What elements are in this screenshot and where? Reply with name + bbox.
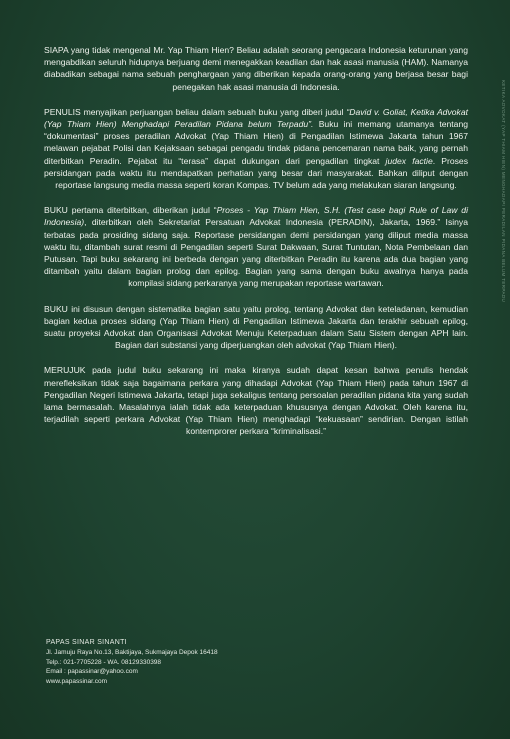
publisher-website: www.papassinar.com [46, 678, 108, 686]
text-segment: Buku ini memang utamanya tentang “dokumentasi” proses peradilan Advokat (Yap Thiam Hien) di Pengadilan Istimewa Jakarta tahun 1967 melawan pejabat Polisi dan Kejaksaan sebagai pengadu tindak pidana pencemaran nama baik, yang pernah diterbitkan Peradin. Pejabat itu “terasa” dapat dukungan dari pengadilan tingkat [44, 119, 468, 166]
synopsis-text [44, 44, 468, 451]
synopsis-paragraph [44, 44, 468, 93]
text-segment: PENULIS menyajikan perjuangan beliau dalam sebuah buku yang diberi judul [44, 106, 347, 117]
publisher-address: Jl. Jamuju Raya No.13, Baktijaya, Sukmajaya Depok 16418 [46, 648, 218, 656]
synopsis-paragraph [44, 303, 468, 352]
italic-text-segment: Proses - Yap Thiam Hien, S.H. (Test case bagi Rule of Law di Indonesia) [44, 205, 468, 228]
italic-text-segment: judex factie [385, 155, 433, 166]
text-segment: BUKU ini disusun dengan sistematika bagian satu yaitu prolog, tentang Advokat dan keteladanan, kemudian bagian kedua proses sidang (Yap Thiam Hien) di Pengadilan Istimewa Jakarta dan terakhir sebuah epilog, suatu proyeksi Advokat dan Organisasi Advokat Menuju Keterpaduan dalam Satu Sistem dengan APH lain. Bagian dari substansi yang diperjuangkan oleh advokat (Yap Thiam Hien). [44, 303, 468, 351]
spine-title-text: KETIKA ADVOKAT (YAP THIAM HIEN) MENGHADAPI PERADILAN PIDANA BELUM TERPADU [501, 80, 506, 303]
text-segment: . Proses persidangan pada waktu itu mendapatkan perhatian yang besar dari masyarakat. Bahkan diliput dengan reportase langsung media massa seperti koran Kompas. TV belum ada yang melakukan siaran langsung. [44, 155, 468, 191]
synopsis-paragraph [44, 364, 468, 437]
italic-text-segment: “David v. Goliat, Ketika Advokat (Yap Thiam Hien) Menghadapi Peradilan Pidana belum Terpadu”. [44, 106, 469, 130]
synopsis-paragraph [44, 204, 468, 289]
publisher-info [46, 638, 306, 687]
text-segment: SIAPA yang tidak mengenal Mr. Yap Thiam Hien? Beliau adalah seorang pengacara Indonesia keturunan yang mengabdikan seluruh hidupnya berjuang demi menegakkan keadilan dan hak asasi manusia (HAM). Namanya diabadikan sebagai nama sebuah penghargaan yang diberikan kepada orang-orang yang berjasa besar bagi penegakan hak asasi manusia di Indonesia. [44, 45, 468, 92]
text-segment: BUKU pertama diterbitkan, diberikan judul “ [44, 205, 217, 216]
text-segment: MERUJUK pada judul buku sekarang ini maka kiranya sudah dapat kesan bahwa penulis hendak merefleksikan tidak saja bagaimana perkara yang dihadapi Advokat (Yap Thiam Hien) pada tahun 1967 di Pengadilan Negeri Istimewa Jakarta, tetapi juga sekaligus tentang persoalan peradilan pidana kita yang sudah lama bermasalah. Masalahnya ialah tidak ada keterpaduan khususnya dengan Advokat. Oleh karena itu, terjadilah seperti perkara Advokat (Yap Thiam Hien) menghadapi “kekuasaan” sendirian. Dengan istilah kontemprorer perkara “kriminalisasi.” [44, 365, 468, 437]
publisher-phone: Telp.: 021-7705228 - WA. 08129330398 [46, 658, 162, 666]
publisher-name: PAPAS SINAR SINANTI [46, 639, 127, 646]
publisher-email: Email : papassinar@yahoo.com [46, 668, 138, 676]
synopsis-paragraph [44, 106, 468, 191]
text-segment: , diterbitkan oleh Sekretariat Persatuan Advokat Indonesia (PERADIN), Jakarta, 1969.” Isinya terbatas pada prosiding sidang saja. Reportase persidangan demi persidangan yang diliput media massa waktu itu, ditambah surat resmi di Pengadilan seperti Surat Dakwaan, Surat Tuntutan, Nota Pembelaan dan Putusan. Tapi buku sekarang ini berbeda dengan yang diterbitkan Peradin itu karena ada dua bagian yang ditambah yaitu dalam bagian prolog dan epilog. Bagian yang sama dengan buku awalnya hanya pada kompilasi sidang perkaranya yang merupakan reportase wartawan. [44, 217, 468, 289]
